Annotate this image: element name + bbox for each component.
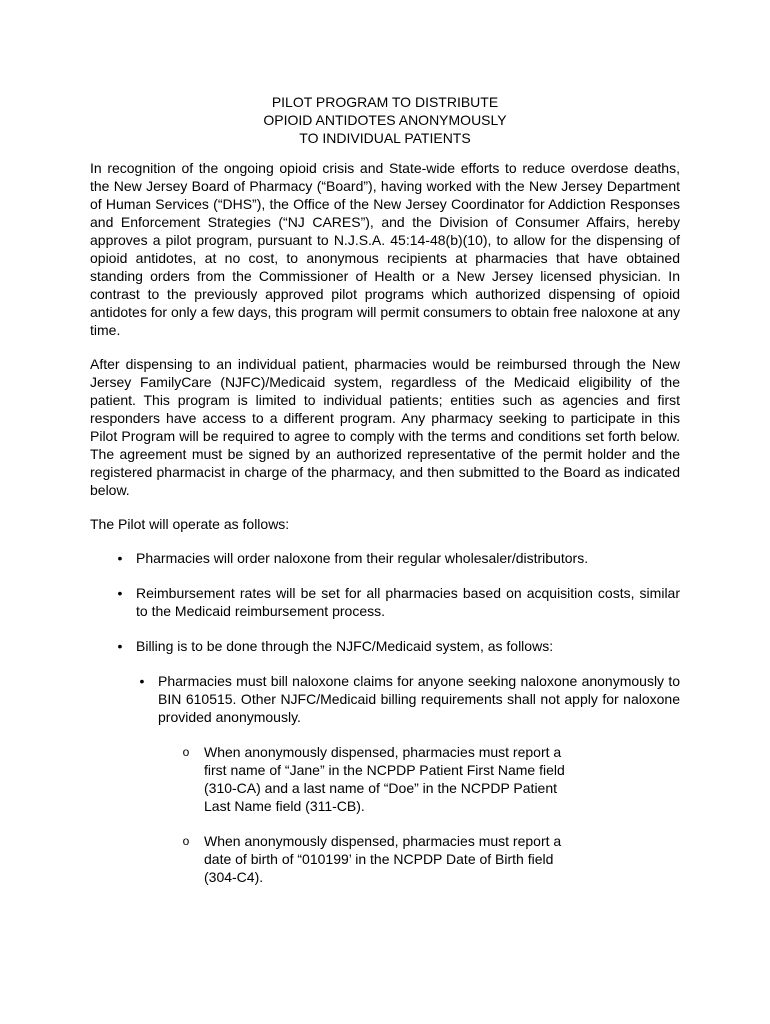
bullet-marker: • bbox=[117, 585, 123, 601]
title-line-1: PILOT PROGRAM TO DISTRIBUTE bbox=[271, 94, 499, 110]
subsub-bullet-item bbox=[90, 832, 680, 886]
bullet-marker: • bbox=[117, 550, 123, 566]
bullet-text: Reimbursement rates will be set for all pharmacies based on acquisition costs, similar to the Medicaid reimbursement process. bbox=[136, 585, 680, 619]
subsub-bullet-text: When anonymously dispensed, pharmacies must report a date of birth of “010199’ in the NCPDP Date of Birth field (304-C4). bbox=[204, 833, 562, 885]
paragraph-reimbursement: After dispensing to an individual patient, pharmacies would be reimbursed through the New Jersey FamilyCare (NJFC)/Medicaid system, regardless of the Medicaid eligibility of the patient. This program is limited to individual patients; entities such as agencies and first responders have access to a different program. Any pharmacy seeking to participate in this Pilot Program will be required to agree to comply with the terms and conditions set forth below. The agreement must be signed by an authorized representative of the permit holder and the registered pharmacist in charge of the pharmacy, and then submitted to the Board as indicated below. bbox=[90, 356, 680, 498]
bullet-item bbox=[90, 549, 680, 567]
bullet-item bbox=[90, 637, 680, 655]
sub-bullet-text: Pharmacies must bill naloxone claims for anyone seeking naloxone anonymously to BIN 610515. Other NJFC/Medicaid billing requirements shall not apply for naloxone provided anonymously. bbox=[158, 673, 680, 725]
title-line-2: OPIOID ANTIDOTES ANONYMOUSLY bbox=[263, 112, 507, 128]
bullet-text: Pharmacies will order naloxone from their regular wholesaler/distributors. bbox=[136, 550, 589, 566]
document-page bbox=[90, 93, 680, 903]
document-title bbox=[90, 93, 680, 147]
paragraph-intro: In recognition of the ongoing opioid crisis and State-wide efforts to reduce overdose deaths, the New Jersey Board of Pharmacy (“Board”), having worked with the New Jersey Department of Human Services (“DHS”), the Office of the New Jersey Coordinator for Addiction Responses and Enforcement Strategies (“NJ CARES”), and the Division of Consumer Affairs, hereby approves a pilot program, pursuant to N.J.S.A. 45:14-48(b)(10), to allow for the dispensing of opioid antidotes, at no cost, to anonymous recipients at pharmacies that have obtained standing orders from the Commissioner of Health or a New Jersey licensed physician. In contrast to the previously approved pilot programs which authorized dispensing of opioid antidotes for only a few days, this program will permit consumers to obtain free naloxone at any time. bbox=[90, 160, 680, 338]
bullet-marker: • bbox=[117, 638, 123, 654]
subsub-bullet-item bbox=[90, 743, 680, 815]
sub-bullet-marker: • bbox=[139, 673, 145, 689]
subsub-bullet-text: When anonymously dispensed, pharmacies must report a first name of “Jane” in the NCPDP Patient First Name field (310-CA) and a last name of “Doe” in the NCPDP Patient Last Name field (311-CB). bbox=[204, 744, 565, 814]
sub-bullet-item bbox=[90, 672, 680, 726]
subsub-bullet-marker: o bbox=[182, 745, 190, 759]
title-line-3: TO INDIVIDUAL PATIENTS bbox=[299, 130, 471, 146]
subsub-bullet-marker: o bbox=[182, 834, 190, 848]
bullet-item bbox=[90, 584, 680, 620]
paragraph-pilot-operation: The Pilot will operate as follows: bbox=[90, 516, 290, 532]
bullet-text: Billing is to be done through the NJFC/Medicaid system, as follows: bbox=[136, 638, 554, 654]
